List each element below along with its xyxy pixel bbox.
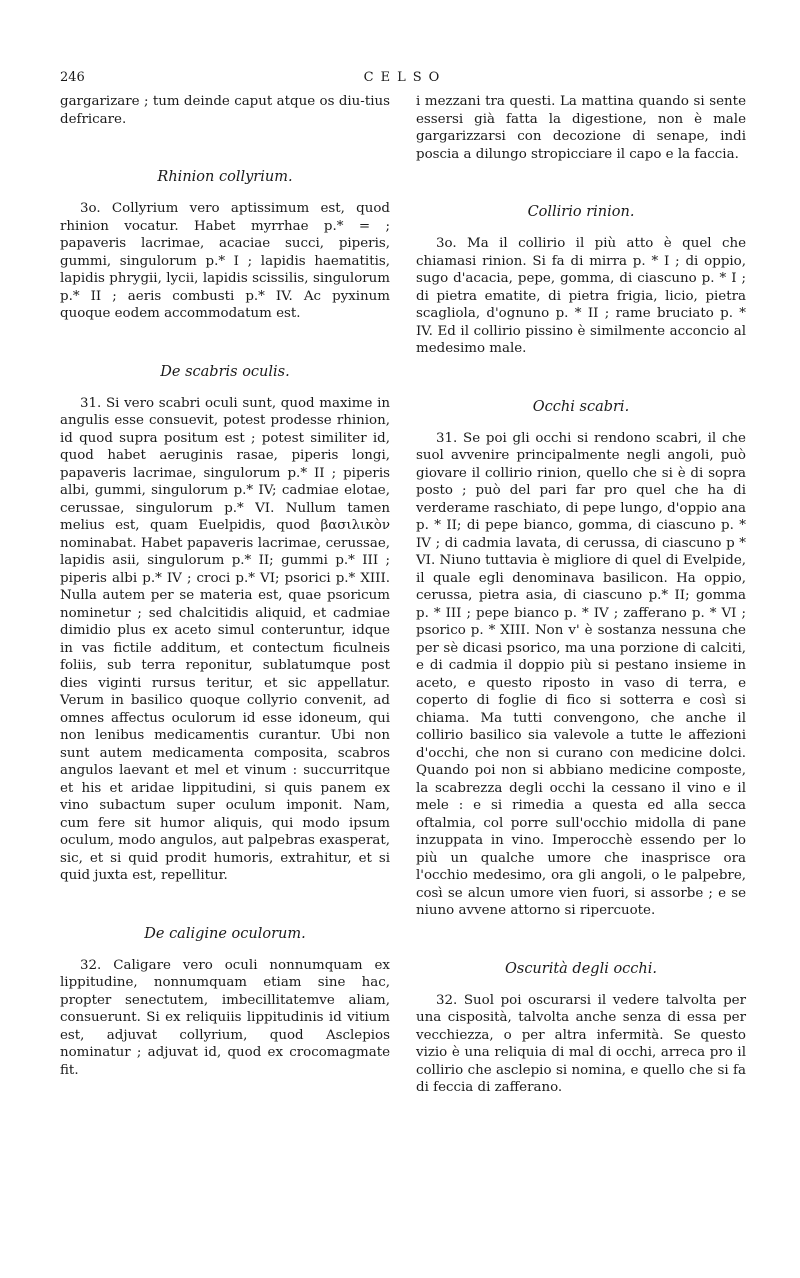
paragraph: 32. Caligare vero oculi nonnumquam ex lippitudine, nonnumquam etiam sine hac, propter senectutem, imbecillitatemve aliam, consuerunt. Si ex reliquiis lippitudinis id vitium est, adjuvat collyrium, quod Asclepios nominatur ; adjuvat id, quod ex crocomagmate fit. <box>60 957 390 1078</box>
italian-column <box>416 93 746 1097</box>
paragraph: 32. Suol poi oscurarsi il vedere talvolta per una cisposità, talvolta anche senza di essa per vecchiezza, o per altra infermità. Se questo vizio è una reliquia di mal di occhi, arreca pro il collirio che asclepio si nomina, e quello che si fa di feccia di zafferano. <box>416 992 746 1095</box>
section-heading: Collirio rinion. <box>527 204 635 220</box>
section-heading: Occhi scabri. <box>532 398 630 415</box>
running-title: CELSO <box>363 70 447 85</box>
section-heading: De caligine oculorum. <box>144 925 306 942</box>
section-heading: De scabris oculis. <box>160 363 290 380</box>
page-header <box>60 70 750 92</box>
continued-paragraph: gargarizare ; tum deinde caput atque os diu-tius defricare. <box>60 94 390 127</box>
paragraph: 3o. Collyrium vero aptissimum est, quod rhinion vocatur. Habet myrrhae p.* = ; papaveris lacrimae, acaciae succi, piperis, gummi, singulorum p.* I ; lapidis haematitis, lapidis phrygii, lycii, lapidis scissilis, singulorum p.* II ; aeris combusti p.* IV. Ac pyxinum quoque eodem accommodatum est. <box>60 201 390 321</box>
paragraph: 31. Se poi gli occhi si rendono scabri, il che suol avvenire principalmente negli angoli, può giovare il collirio rinion, quello che si è di sopra posto ; può del pari far pro quel che ha di verderame raschiato, di pepe lungo, d'oppio ana p. * II; di pepe bianco, gomma, di ciascuno p. * IV ; di cadmia lavata, di cerussa, di ciascuno p * VI. Niuno tuttavia è migliore di quel di Evelpide, il quale egli denominava basilicon. Ha oppio, cerussa, pietra asia, di ciascuno p.* II; gomma p. * III ; pepe bianco p. * IV ; zafferano p. * VI ; psorico p. * XIII. Non v' è sostanza nessuna che per sè dicasi psorico, ma una porzione di calciti, e di cadmia il doppio più si pestano insieme in aceto, e questo riposto in vaso di terra, e coperto di foglie di fico si sotterra e così si chiama. Ma tutti convengono, che anche il collirio basilico sia valevole a tutte le affezioni d'occhi, che non si curano con medicine dolci. Quando poi non si abbiano medicine composte, la scabrezza degli occhi la cessano il vino e il mele : e si rimedia a questa ed alla secca oftalmia, col porre sull'occhio midolla di pane inzuppata in vino. Imperocchè essendo per lo più un qualche umore che inasprisce ora l'occhio medesimo, ora gli angoli, o le palpebre, così se alcun umore vien fuori, si assorbe ; e se niuno avvene attorno si ripercuote. <box>416 430 746 918</box>
continued-paragraph: i mezzani tra questi. La mattina quando si sente essersi già fatta la digestione, non è male gargarizzarsi con decozione di senape, indi poscia a dilungo stropicciare il capo e la faccia. <box>416 94 746 162</box>
paragraph: 31. Si vero scabri oculi sunt, quod maxime in angulis esse consuevit, potest prodesse rhinion, id quod supra positum est ; potest similiter id, quod habet aeruginis rasae, piperis longi, papaveris lacrimae, singulorum p.* II ; piperis albi, gummi, singulorum p.* IV; cadmiae elotae, cerussae, singulorum p.* VI. Nullum tamen melius est, quam Euelpidis, quod βασιλικὸν nominabat. Habet papaveris lacrimae, cerussae, lapidis asii, singulorum p.* II; gummi p.* III ; piperis albi p.* IV ; croci p.* VI; psorici p.* XIII. Nulla autem per se materia est, quae psoricum nominetur ; sed chalcitidis aliquid, et cadmiae dimidio plus ex aceto simul conteruntur, idque in vas fictile additum, et contectum ficulneis foliis, sub terra reponitur, sublatumque post dies viginti rursus teritur, et sic appellatur. Verum in basilico quoque collyrio convenit, ad omnes affectus oculorum id esse idoneum, qui non lenibus medicamentis curantur. Ubi non sunt autem medicamenta composita, scabros angulos laevant et mel et vinum : succurritque et his et aridae lippitudini, si quis panem ex vino subactum super oculum imponit. Nam, cum fere sit humor aliquis, qui modo ipsum oculum, modo angulos, aut palpebras exasperat, sic, et si quid prodit humoris, extrahitur, et si quid juxta est, repellitur. <box>60 395 390 883</box>
page-number: 246 <box>60 70 85 85</box>
paragraph: 3o. Ma il collirio il più atto è quel che chiamasi rinion. Si fa di mirra p. * I ; di oppio, sugo d'acacia, pepe, gomma, di ciascuno p. * I ; di pietra ematite, di pietra frigia, licio, pietra scagliola, d'ognuno p. * II ; rame bruciato p. * IV. Ed il collirio pissino è similmente acconcio al medesimo male. <box>416 236 746 356</box>
section-heading: Oscurità degli occhi. <box>504 960 658 977</box>
latin-column <box>60 93 390 1079</box>
section-heading: Rhinion collyrium. <box>157 169 293 185</box>
